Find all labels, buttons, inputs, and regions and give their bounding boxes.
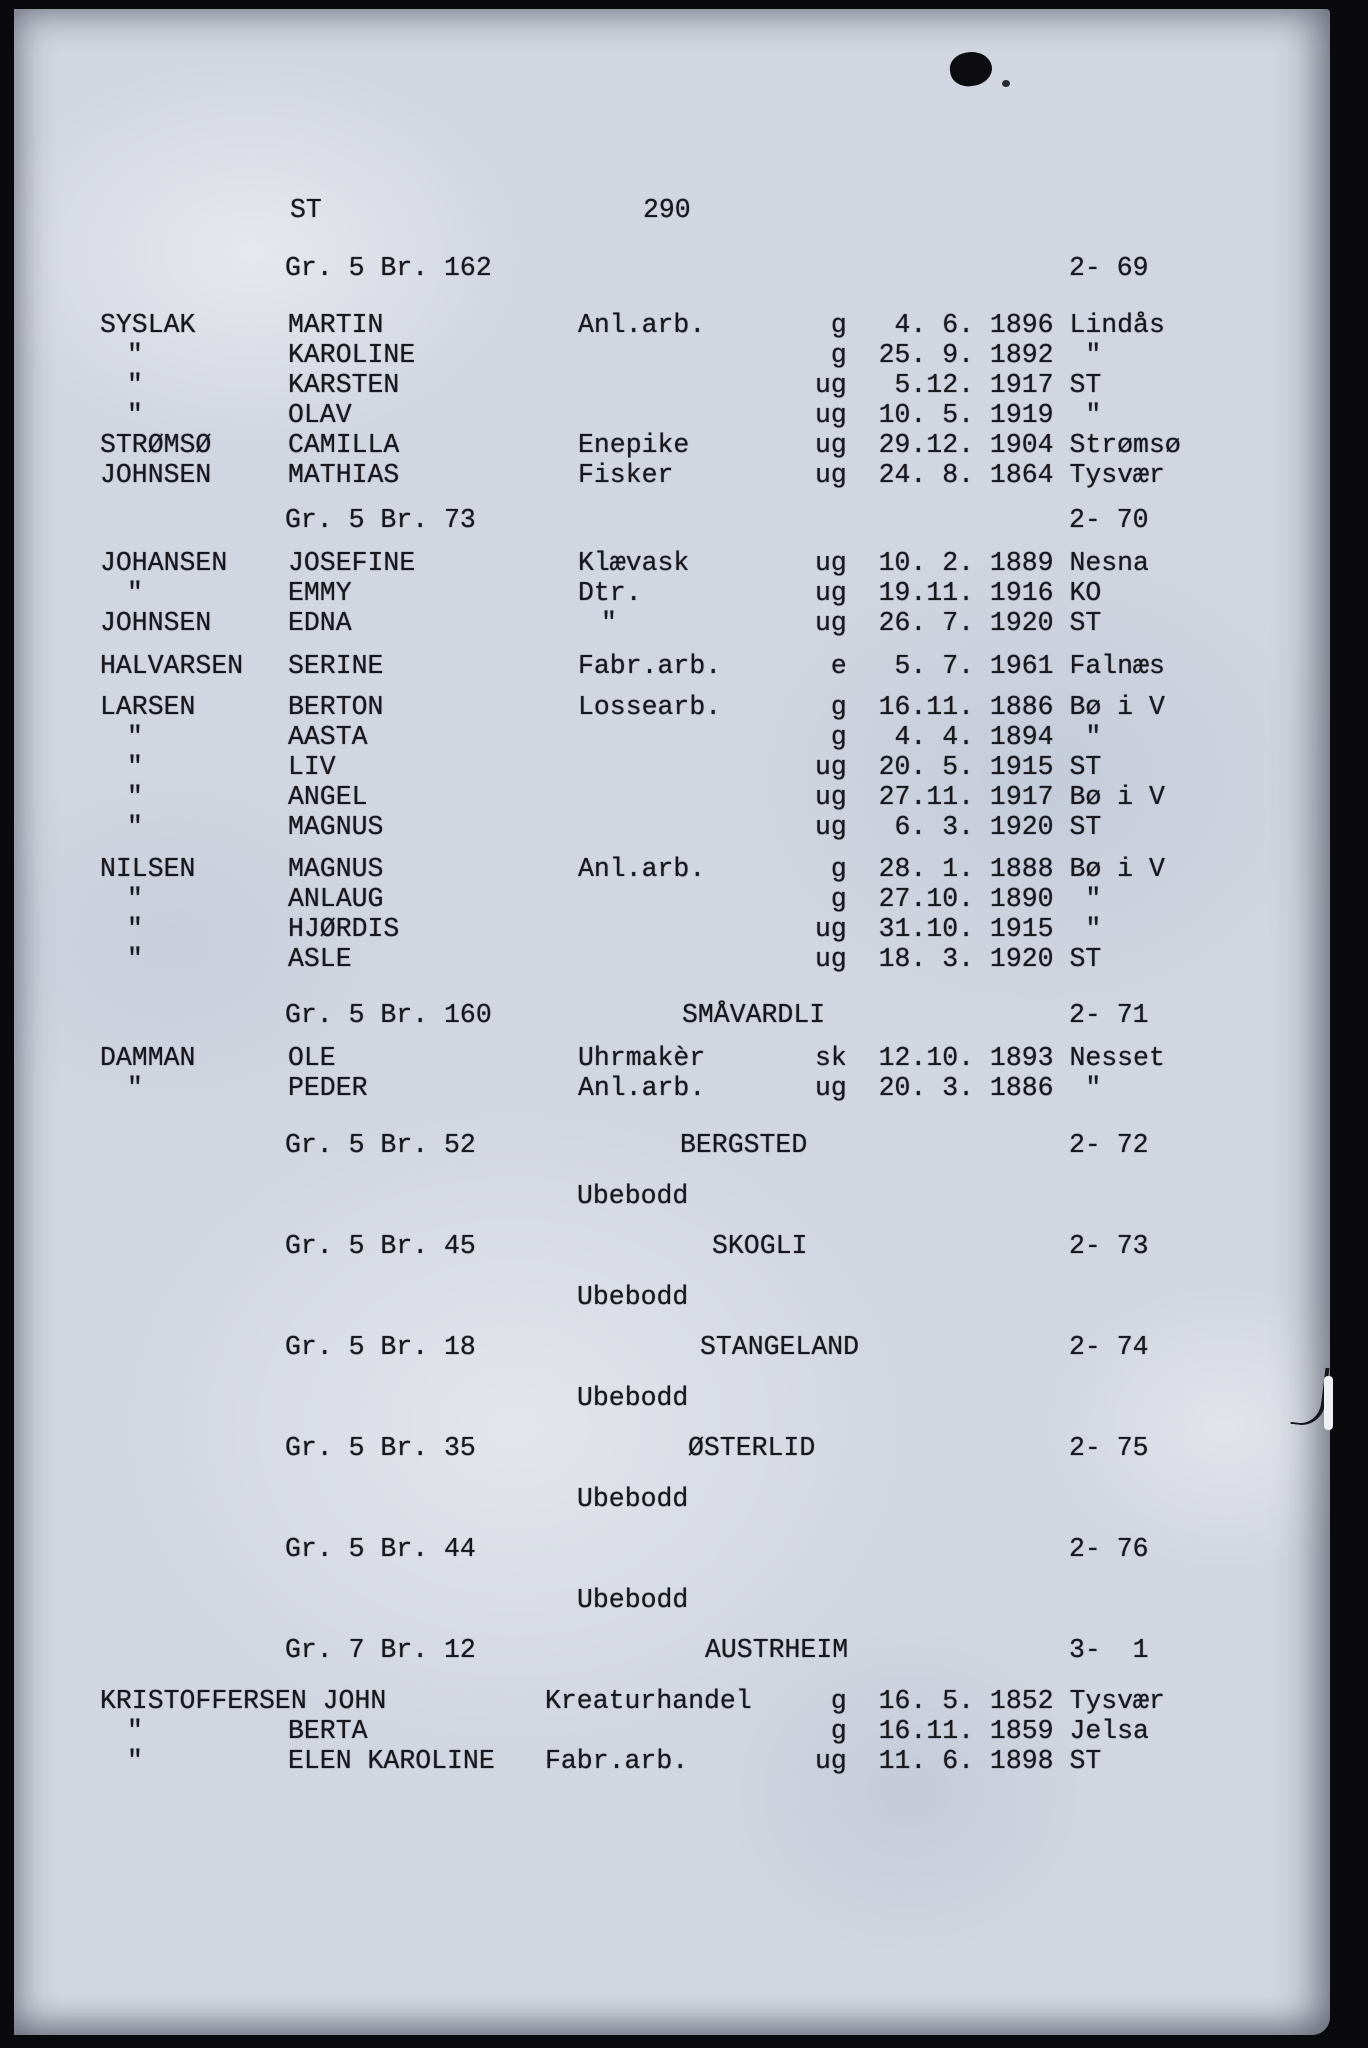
given-name-cell: BERTON xyxy=(288,692,384,722)
page-region-code: ST xyxy=(290,195,322,225)
record-row xyxy=(0,548,1368,578)
given-name-cell: KAROLINE xyxy=(288,340,416,370)
section-header-name: SKOGLI xyxy=(712,1231,808,1261)
given-name-cell: EDNA xyxy=(288,608,352,638)
section-header-farm: Gr. 5 Br. 73 xyxy=(285,505,476,535)
record-details-cell: ug 20. 5. 1915 ST xyxy=(815,752,1102,782)
surname-ditto-cell: " xyxy=(127,884,143,914)
given-name-cell: JOSEFINE xyxy=(288,548,416,578)
record-details-cell: g 28. 1. 1888 Bø i V xyxy=(815,854,1165,884)
section-header-farm: Gr. 5 Br. 162 xyxy=(285,253,492,283)
record-details-cell: ug 18. 3. 1920 ST xyxy=(815,944,1102,974)
section-header xyxy=(0,1000,1368,1030)
given-name-cell: KARSTEN xyxy=(288,370,400,400)
record-row xyxy=(0,370,1368,400)
surname-cell: JOHNSEN xyxy=(100,460,212,490)
record-row xyxy=(0,578,1368,608)
section-header-farm: Gr. 5 Br. 160 xyxy=(285,1000,492,1030)
record-details-cell: ug 20. 3. 1886 " xyxy=(815,1073,1102,1103)
occupation-cell: Anl.arb. xyxy=(578,310,706,340)
occupation-cell: Fisker xyxy=(578,460,674,490)
record-details-cell: ug 19.11. 1916 KO xyxy=(815,578,1102,608)
record-row xyxy=(0,812,1368,842)
record-details-cell: ug 5.12. 1917 ST xyxy=(815,370,1102,400)
given-name-cell: ELEN KAROLINE xyxy=(288,1746,495,1776)
section-header-code: 2- 69 xyxy=(1069,253,1149,283)
occupation-cell: Enepike xyxy=(578,430,690,460)
given-name-cell: LIV xyxy=(288,752,336,782)
occupation-ditto-cell: " xyxy=(601,608,617,638)
given-name-cell: MATHIAS xyxy=(288,460,400,490)
surname-ditto-cell: " xyxy=(127,944,143,974)
section-header-code: 2- 75 xyxy=(1069,1433,1149,1463)
section-header-code: 2- 72 xyxy=(1069,1130,1149,1160)
record-details-cell: g 16.11. 1859 Jelsa xyxy=(815,1716,1149,1746)
section-header-code: 2- 71 xyxy=(1069,1000,1149,1030)
section-header-code: 2- 74 xyxy=(1069,1332,1149,1362)
section-header-code: 2- 70 xyxy=(1069,505,1149,535)
uninhabited-note-line xyxy=(0,1282,1368,1312)
record-row xyxy=(0,854,1368,884)
surname-cell: LARSEN xyxy=(100,692,196,722)
surname-ditto-cell: " xyxy=(127,1746,143,1776)
section-header xyxy=(0,1130,1368,1160)
record-row xyxy=(0,1716,1368,1746)
given-name-cell: BERTA xyxy=(288,1716,368,1746)
record-details-cell: g 4. 6. 1896 Lindås xyxy=(815,310,1165,340)
section-header-code: 2- 76 xyxy=(1069,1534,1149,1564)
surname-cell: NILSEN xyxy=(100,854,196,884)
surname-ditto-cell: " xyxy=(127,370,143,400)
section-header xyxy=(0,505,1368,535)
record-details-cell: g 16.11. 1886 Bø i V xyxy=(815,692,1165,722)
occupation-cell: Dtr. xyxy=(578,578,642,608)
section-header-farm: Gr. 5 Br. 18 xyxy=(285,1332,476,1362)
record-row xyxy=(0,651,1368,681)
section-header-name: ØSTERLID xyxy=(688,1433,816,1463)
record-details-cell: ug 10. 2. 1889 Nesna xyxy=(815,548,1149,578)
surname-ditto-cell: " xyxy=(127,340,143,370)
record-details-cell: ug 24. 8. 1864 Tysvær xyxy=(815,460,1165,490)
record-row xyxy=(0,722,1368,752)
uninhabited-note: Ubebodd xyxy=(577,1484,689,1514)
uninhabited-note: Ubebodd xyxy=(577,1282,689,1312)
section-header-name: SMÅVARDLI xyxy=(682,1000,826,1030)
record-row xyxy=(0,310,1368,340)
surname-ditto-cell: " xyxy=(127,782,143,812)
occupation-cell: Kreaturhandel xyxy=(545,1686,752,1716)
uninhabited-note: Ubebodd xyxy=(577,1181,689,1211)
occupation-cell: Uhrmakèr xyxy=(578,1043,706,1073)
record-row xyxy=(0,608,1368,638)
section-header xyxy=(0,1534,1368,1564)
record-row xyxy=(0,1043,1368,1073)
section-header-name: BERGSTED xyxy=(680,1130,808,1160)
record-details-cell: ug 6. 3. 1920 ST xyxy=(815,812,1102,842)
record-row xyxy=(0,340,1368,370)
record-row xyxy=(0,1746,1368,1776)
page-header xyxy=(0,195,1368,225)
given-name-cell: EMMY xyxy=(288,578,352,608)
given-name-cell: MAGNUS xyxy=(288,812,384,842)
record-details-cell: ug 27.11. 1917 Bø i V xyxy=(815,782,1165,812)
section-header-farm: Gr. 5 Br. 45 xyxy=(285,1231,476,1261)
record-row xyxy=(0,430,1368,460)
record-row xyxy=(0,460,1368,490)
surname-ditto-cell: " xyxy=(127,812,143,842)
record-details-cell: g 25. 9. 1892 " xyxy=(815,340,1102,370)
given-name-cell: ANLAUG xyxy=(288,884,384,914)
given-name-cell: MAGNUS xyxy=(288,854,384,884)
record-details-cell: g 16. 5. 1852 Tysvær xyxy=(815,1686,1165,1716)
surname-cell: JOHANSEN xyxy=(100,548,228,578)
uninhabited-note-line xyxy=(0,1181,1368,1211)
given-name-cell: HJØRDIS xyxy=(288,914,400,944)
record-details-cell: g 4. 4. 1894 " xyxy=(815,722,1102,752)
occupation-cell: Lossearb. xyxy=(578,692,722,722)
record-row xyxy=(0,1073,1368,1103)
occupation-cell: Anl.arb. xyxy=(578,854,706,884)
section-header-farm: Gr. 5 Br. 52 xyxy=(285,1130,476,1160)
surname-cell: SYSLAK xyxy=(100,310,196,340)
section-header-name: STANGELAND xyxy=(700,1332,860,1362)
occupation-cell: Anl.arb. xyxy=(578,1073,706,1103)
given-name-cell: MARTIN xyxy=(288,310,384,340)
record-details-cell: g 27.10. 1890 " xyxy=(815,884,1102,914)
given-name-cell: ASLE xyxy=(288,944,352,974)
surname-cell: HALVARSEN xyxy=(100,651,244,681)
record-details-cell: sk 12.10. 1893 Nesset xyxy=(815,1043,1165,1073)
surname-ditto-cell: " xyxy=(127,914,143,944)
section-header xyxy=(0,1635,1368,1665)
uninhabited-note-line xyxy=(0,1484,1368,1514)
given-name-cell: SERINE xyxy=(288,651,384,681)
record-details-cell: ug 26. 7. 1920 ST xyxy=(815,608,1102,638)
record-row xyxy=(0,692,1368,722)
record-row xyxy=(0,752,1368,782)
surname-ditto-cell: " xyxy=(127,752,143,782)
given-name-cell: AASTA xyxy=(288,722,368,752)
section-header-farm: Gr. 5 Br. 35 xyxy=(285,1433,476,1463)
section-header-code: 3- 1 xyxy=(1069,1635,1149,1665)
record-row xyxy=(0,782,1368,812)
surname-cell: STRØMSØ xyxy=(100,430,212,460)
surname-cell: DAMMAN xyxy=(100,1043,196,1073)
surname-ditto-cell: " xyxy=(127,400,143,430)
surname-ditto-cell: " xyxy=(127,722,143,752)
record-row xyxy=(0,1686,1368,1716)
uninhabited-note-line xyxy=(0,1585,1368,1615)
record-row xyxy=(0,884,1368,914)
record-details-cell: ug 10. 5. 1919 " xyxy=(815,400,1102,430)
given-name-cell: PEDER xyxy=(288,1073,368,1103)
uninhabited-note-line xyxy=(0,1383,1368,1413)
page-number: 290 xyxy=(643,195,691,225)
record-row xyxy=(0,914,1368,944)
occupation-cell: Klævask xyxy=(578,548,690,578)
given-name-cell: ANGEL xyxy=(288,782,368,812)
surname-ditto-cell: " xyxy=(127,1073,143,1103)
surname-cell: JOHNSEN xyxy=(100,608,212,638)
section-header xyxy=(0,253,1368,283)
record-details-cell: ug 11. 6. 1898 ST xyxy=(815,1746,1102,1776)
record-details-cell: e 5. 7. 1961 Falnæs xyxy=(815,651,1165,681)
full-name-cell: KRISTOFFERSEN JOHN xyxy=(100,1686,387,1716)
given-name-cell: CAMILLA xyxy=(288,430,400,460)
given-name-cell: OLE xyxy=(288,1043,336,1073)
record-row xyxy=(0,400,1368,430)
section-header-name: AUSTRHEIM xyxy=(705,1635,849,1665)
occupation-cell: Fabr.arb. xyxy=(545,1746,689,1776)
record-details-cell: ug 31.10. 1915 " xyxy=(815,914,1102,944)
surname-ditto-cell: " xyxy=(127,578,143,608)
section-header-code: 2- 73 xyxy=(1069,1231,1149,1261)
section-header xyxy=(0,1433,1368,1463)
surname-ditto-cell: " xyxy=(127,1716,143,1746)
uninhabited-note: Ubebodd xyxy=(577,1383,689,1413)
page-curl-highlight xyxy=(1324,1376,1333,1430)
ink-speck xyxy=(1002,80,1010,87)
section-header-farm: Gr. 7 Br. 12 xyxy=(285,1635,476,1665)
given-name-cell: OLAV xyxy=(288,400,352,430)
record-row xyxy=(0,944,1368,974)
section-header xyxy=(0,1332,1368,1362)
section-header-farm: Gr. 5 Br. 44 xyxy=(285,1534,476,1564)
record-details-cell: ug 29.12. 1904 Strømsø xyxy=(815,430,1181,460)
section-header xyxy=(0,1231,1368,1261)
occupation-cell: Fabr.arb. xyxy=(578,651,722,681)
uninhabited-note: Ubebodd xyxy=(577,1585,689,1615)
